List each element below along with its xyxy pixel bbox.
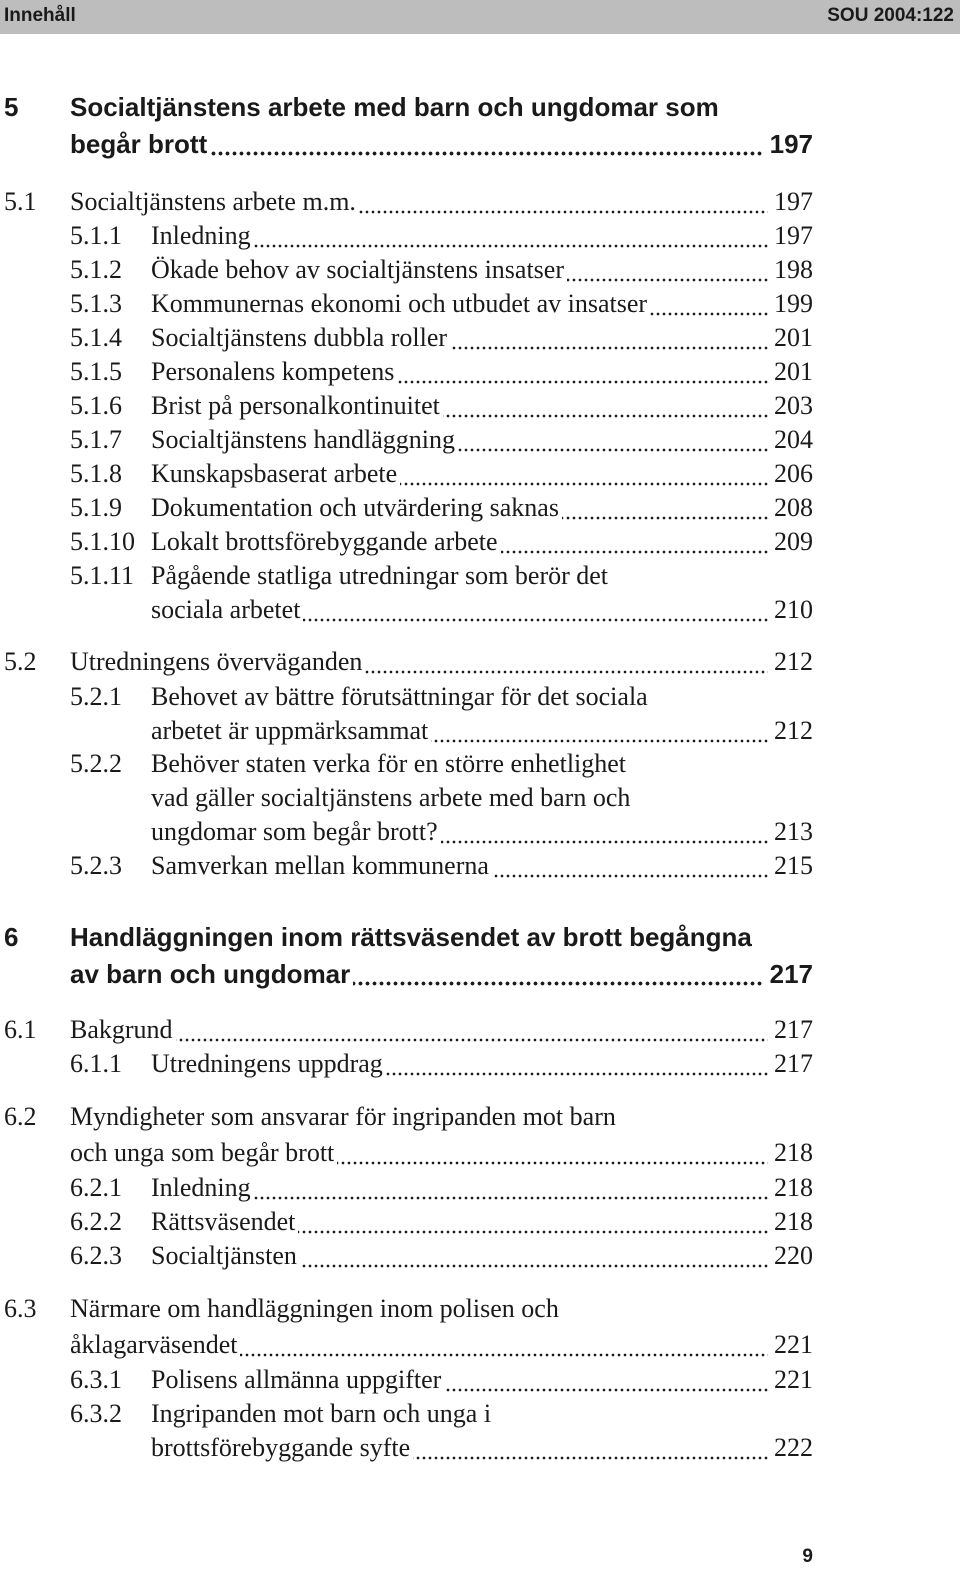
toc-entry-number: 5.1.9 bbox=[70, 493, 122, 522]
toc-entry-page: 212 bbox=[774, 647, 813, 676]
toc-entry-number: 5.1.10 bbox=[70, 527, 135, 556]
toc-entry-page: 218 bbox=[774, 1207, 813, 1236]
toc-entry-number: 6.3 bbox=[4, 1294, 37, 1323]
page-number: 9 bbox=[802, 1546, 813, 1567]
toc-entry-title: Handläggningen inom rättsväsendet av brott begångna bbox=[70, 922, 752, 952]
toc-entry-number: 6 bbox=[4, 922, 19, 952]
toc-entry-title: Närmare om handläggningen inom polisen och bbox=[70, 1294, 559, 1323]
toc-entry-page: 201 bbox=[774, 357, 813, 386]
toc-entry-title: brottsförebyggande syfte bbox=[151, 1431, 768, 1465]
toc-entry-title: vad gäller socialtjänstens arbete med barn och bbox=[151, 783, 631, 812]
toc-entry-page: 197 bbox=[769, 129, 813, 159]
toc-entry-page: 222 bbox=[774, 1433, 813, 1462]
toc-entry-number: 5 bbox=[4, 92, 19, 122]
toc-entry-title: Behovet av bättre förutsättningar för det sociala bbox=[151, 682, 648, 711]
toc-entry-title: Brist på personalkontinuitet bbox=[151, 389, 768, 423]
toc-entry-number: 5.1.1 bbox=[70, 221, 122, 250]
toc-entry-title: Behöver staten verka för en större enhetlighet bbox=[151, 749, 627, 778]
toc-entry-page: 198 bbox=[774, 255, 813, 284]
toc-entry-number: 5.1 bbox=[4, 187, 37, 216]
toc-entry-page: 215 bbox=[774, 851, 813, 880]
toc-entry-title: arbetet är uppmärksammat bbox=[151, 714, 768, 748]
toc-entry-title: Samverkan mellan kommunerna bbox=[151, 849, 768, 883]
toc-entry-page: 206 bbox=[774, 459, 813, 488]
toc-entry-title: ungdomar som begår brott? bbox=[151, 815, 768, 849]
toc-entry-page: 203 bbox=[774, 391, 813, 420]
toc-entry-title: Socialtjänstens arbete m.m. bbox=[70, 185, 768, 219]
toc-entry-page: 197 bbox=[774, 221, 813, 250]
toc-entry-title: Pågående statliga utredningar som berör det bbox=[151, 561, 609, 590]
toc-entry-title: Kunskapsbaserat arbete bbox=[151, 457, 768, 491]
toc-entry-number: 6.3.2 bbox=[70, 1399, 122, 1428]
toc-entry-title: och unga som begår brott bbox=[70, 1136, 768, 1170]
toc-entry-page: 210 bbox=[774, 595, 813, 624]
toc-entry-title: åklagarväsendet bbox=[70, 1328, 768, 1362]
toc-entry-number: 5.2.1 bbox=[70, 682, 122, 711]
toc-entry-page: 199 bbox=[774, 289, 813, 318]
toc-entry-title: Inledning bbox=[151, 1171, 768, 1205]
toc-entry-title: Myndigheter som ansvarar för ingripanden mot barn bbox=[70, 1102, 616, 1131]
toc-entry-number: 6.2.2 bbox=[70, 1207, 122, 1236]
toc-entry-title: Personalens kompetens bbox=[151, 355, 768, 389]
toc-entry-page: 209 bbox=[774, 527, 813, 556]
toc-entry-number: 5.1.4 bbox=[70, 323, 122, 352]
toc-entry-page: 218 bbox=[774, 1173, 813, 1202]
toc-entry-page: 213 bbox=[774, 817, 813, 846]
toc-entry-number: 5.1.11 bbox=[70, 561, 135, 590]
toc-entry-number: 5.2.3 bbox=[70, 851, 122, 880]
toc-entry-number: 5.1.8 bbox=[70, 459, 122, 488]
toc-entry-page: 221 bbox=[774, 1330, 813, 1359]
toc-entry-page: 197 bbox=[774, 187, 813, 216]
toc-entry-title: Utredningens överväganden bbox=[70, 645, 768, 679]
toc-entry-title: Dokumentation och utvärdering saknas bbox=[151, 491, 768, 525]
toc-entry-title: Lokalt brottsförebyggande arbete bbox=[151, 525, 768, 559]
toc-entry-title: Socialtjänsten bbox=[151, 1239, 768, 1273]
toc-entry-page: 212 bbox=[774, 716, 813, 745]
toc-entry-title: Rättsväsendet bbox=[151, 1205, 768, 1239]
toc-entry-title: Socialtjänstens dubbla roller bbox=[151, 321, 768, 355]
header-section-label: Innehåll bbox=[4, 5, 76, 26]
toc-entry-number: 5.1.6 bbox=[70, 391, 122, 420]
toc-entry-page: 204 bbox=[774, 425, 813, 454]
toc-entry-number: 6.3.1 bbox=[70, 1365, 122, 1394]
toc-entry-title: Socialtjänstens arbete med barn och ungdomar som bbox=[70, 92, 719, 122]
toc-entry-page: 217 bbox=[774, 1049, 813, 1078]
toc-entry-number: 5.1.5 bbox=[70, 357, 122, 386]
toc-entry-number: 5.1.7 bbox=[70, 425, 122, 454]
toc-entry-number: 6.1 bbox=[4, 1015, 37, 1044]
toc-entry-number: 6.2.3 bbox=[70, 1241, 122, 1270]
toc-entry-title: Kommunernas ekonomi och utbudet av insatser bbox=[151, 287, 768, 321]
toc-entry-page: 218 bbox=[774, 1138, 813, 1167]
toc-entry-number: 6.1.1 bbox=[70, 1049, 122, 1078]
toc-entry-title: Ökade behov av socialtjänstens insatser bbox=[151, 253, 768, 287]
toc-entry-number: 5.1.2 bbox=[70, 255, 122, 284]
toc-entry-number: 5.1.3 bbox=[70, 289, 122, 318]
toc-entry-page: 217 bbox=[769, 959, 813, 989]
toc-entry-title: Socialtjänstens handläggning bbox=[151, 423, 768, 457]
toc-entry-title: Polisens allmänna uppgifter bbox=[151, 1363, 768, 1397]
toc-entry-page: 217 bbox=[774, 1015, 813, 1044]
toc-entry-page: 221 bbox=[774, 1365, 813, 1394]
toc-entry-number: 5.2.2 bbox=[70, 749, 122, 778]
toc-entry-title: Inledning bbox=[151, 219, 768, 253]
toc-entry-number: 6.2 bbox=[4, 1102, 37, 1131]
toc-entry-page: 201 bbox=[774, 323, 813, 352]
toc-entry-title: sociala arbetet bbox=[151, 593, 768, 627]
toc-entry-number: 5.2 bbox=[4, 647, 37, 676]
toc-entry-title: av barn och ungdomar bbox=[70, 957, 764, 991]
toc-entry-title: begår brott bbox=[70, 127, 764, 161]
toc-entry-page: 220 bbox=[774, 1241, 813, 1270]
toc-entry-number: 6.2.1 bbox=[70, 1173, 122, 1202]
toc-entry-title: Ingripanden mot barn och unga i bbox=[151, 1399, 492, 1428]
toc-entry-title: Utredningens uppdrag bbox=[151, 1047, 768, 1081]
header-report-id: SOU 2004:122 bbox=[827, 5, 954, 26]
toc-entry-title: Bakgrund bbox=[70, 1013, 768, 1047]
toc-entry-page: 208 bbox=[774, 493, 813, 522]
